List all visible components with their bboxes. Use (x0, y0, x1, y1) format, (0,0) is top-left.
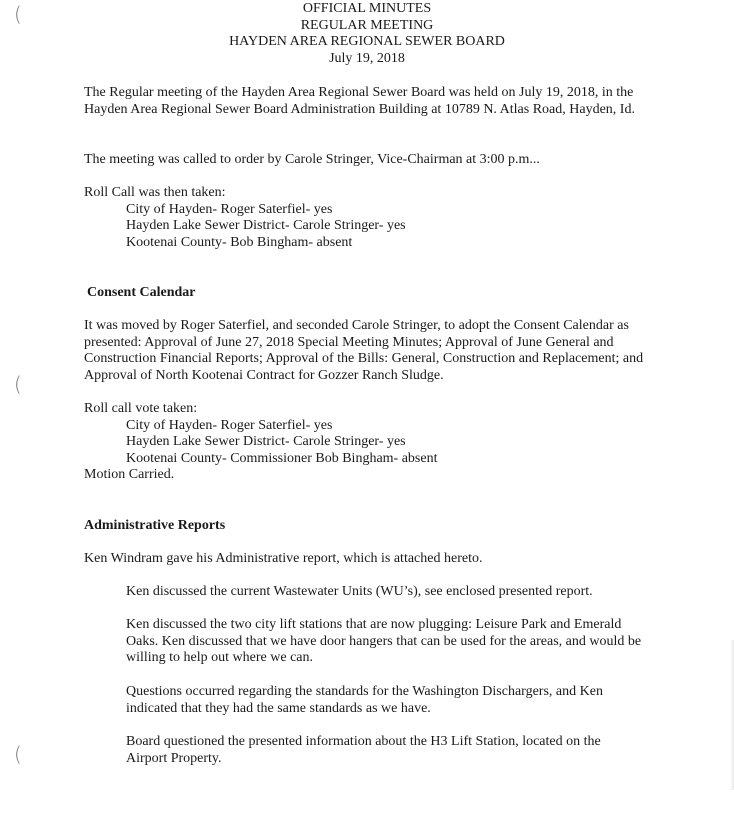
roll-call-title: Roll Call was then taken: (84, 185, 226, 200)
roll-call-vote-entry: Kootenai County- Commissioner Bob Bingham- absent (126, 450, 438, 466)
intro-paragraph: The Regular meeting of the Hayden Area Regional Sewer Board was held on July 19, 2018, in the Hayden Area Regional Sewer Board Administration Building at 10789 N. Atlas Road, Hayden, Id. (84, 85, 635, 117)
administrative-reports-heading-block (84, 518, 644, 535)
report-item-2-block (126, 617, 651, 667)
punch-hole-mark-top: ( (14, 2, 22, 26)
document-header (0, 1, 734, 67)
consent-calendar-motion: It was moved by Roger Saterfiel, and seconded Carole Stringer, to adopt the Consent Calendar as presented: Approval of June 27, 2018 Special Meeting Minutes; Approval of June General and Construction Financial Reports; Approval of the Bills: General, Construction and Replacement; and Approval of North Kootenai Contract for Gozzer Ranch Sludge. (84, 318, 644, 383)
administrative-reports-heading: Administrative Reports (84, 518, 226, 533)
motion-result: Motion Carried. (84, 467, 175, 483)
header-official-minutes: OFFICIAL MINUTES (302, 1, 432, 16)
report-item-4-block (126, 734, 631, 767)
intro-section (84, 85, 644, 118)
roll-call-vote-section (84, 401, 644, 484)
roll-call-entry: Kootenai County- Bob Bingham- absent (126, 234, 353, 250)
header-organization: HAYDEN AREA REGIONAL SEWER BOARD (229, 34, 505, 50)
consent-calendar-heading-block (87, 285, 647, 302)
report-item-3-block (126, 684, 631, 717)
header-meeting-type: REGULAR MEETING (300, 17, 434, 33)
roll-call-section (84, 185, 644, 251)
administrative-reports-intro-block (84, 551, 644, 568)
call-to-order-section (84, 152, 644, 169)
punch-hole-mark-middle: ( (14, 372, 22, 396)
roll-call-entry: Hayden Lake Sewer District- Carole Stringer- yes (126, 218, 406, 234)
roll-call-vote-title: Roll call vote taken: (84, 401, 198, 416)
scan-edge-shadow (730, 640, 734, 790)
report-item: Board questioned the presented information about the H3 Lift Station, located on the Airport Property. (126, 734, 601, 766)
administrative-reports-intro: Ken Windram gave his Administrative report, which is attached hereto. (84, 551, 483, 566)
call-to-order-text: The meeting was called to order by Carole Stringer, Vice-Chairman at 3:00 p.m... (84, 152, 540, 167)
header-date: July 19, 2018 (329, 50, 405, 66)
roll-call-vote-entry: Hayden Lake Sewer District- Carole Stringer- yes (126, 434, 406, 450)
punch-hole-mark-bottom: ( (14, 742, 22, 766)
report-item: Questions occurred regarding the standards for the Washington Dischargers, and Ken indicated that they had the same standards as we have. (126, 684, 603, 716)
report-item-1-block (126, 584, 651, 601)
consent-calendar-motion-block (84, 318, 654, 384)
roll-call-entry: City of Hayden- Roger Saterfiel- yes (126, 201, 333, 217)
consent-calendar-heading: Consent Calendar (87, 285, 196, 300)
report-item: Ken discussed the current Wastewater Units (WU’s), see enclosed presented report. (126, 584, 593, 599)
roll-call-vote-entry: City of Hayden- Roger Saterfiel- yes (126, 417, 333, 433)
report-item: Ken discussed the two city lift stations that are now plugging: Leisure Park and Emerald Oaks. Ken discussed that we have door hangers that can be used for the areas, and would be willing to help out where we can. (126, 617, 642, 666)
